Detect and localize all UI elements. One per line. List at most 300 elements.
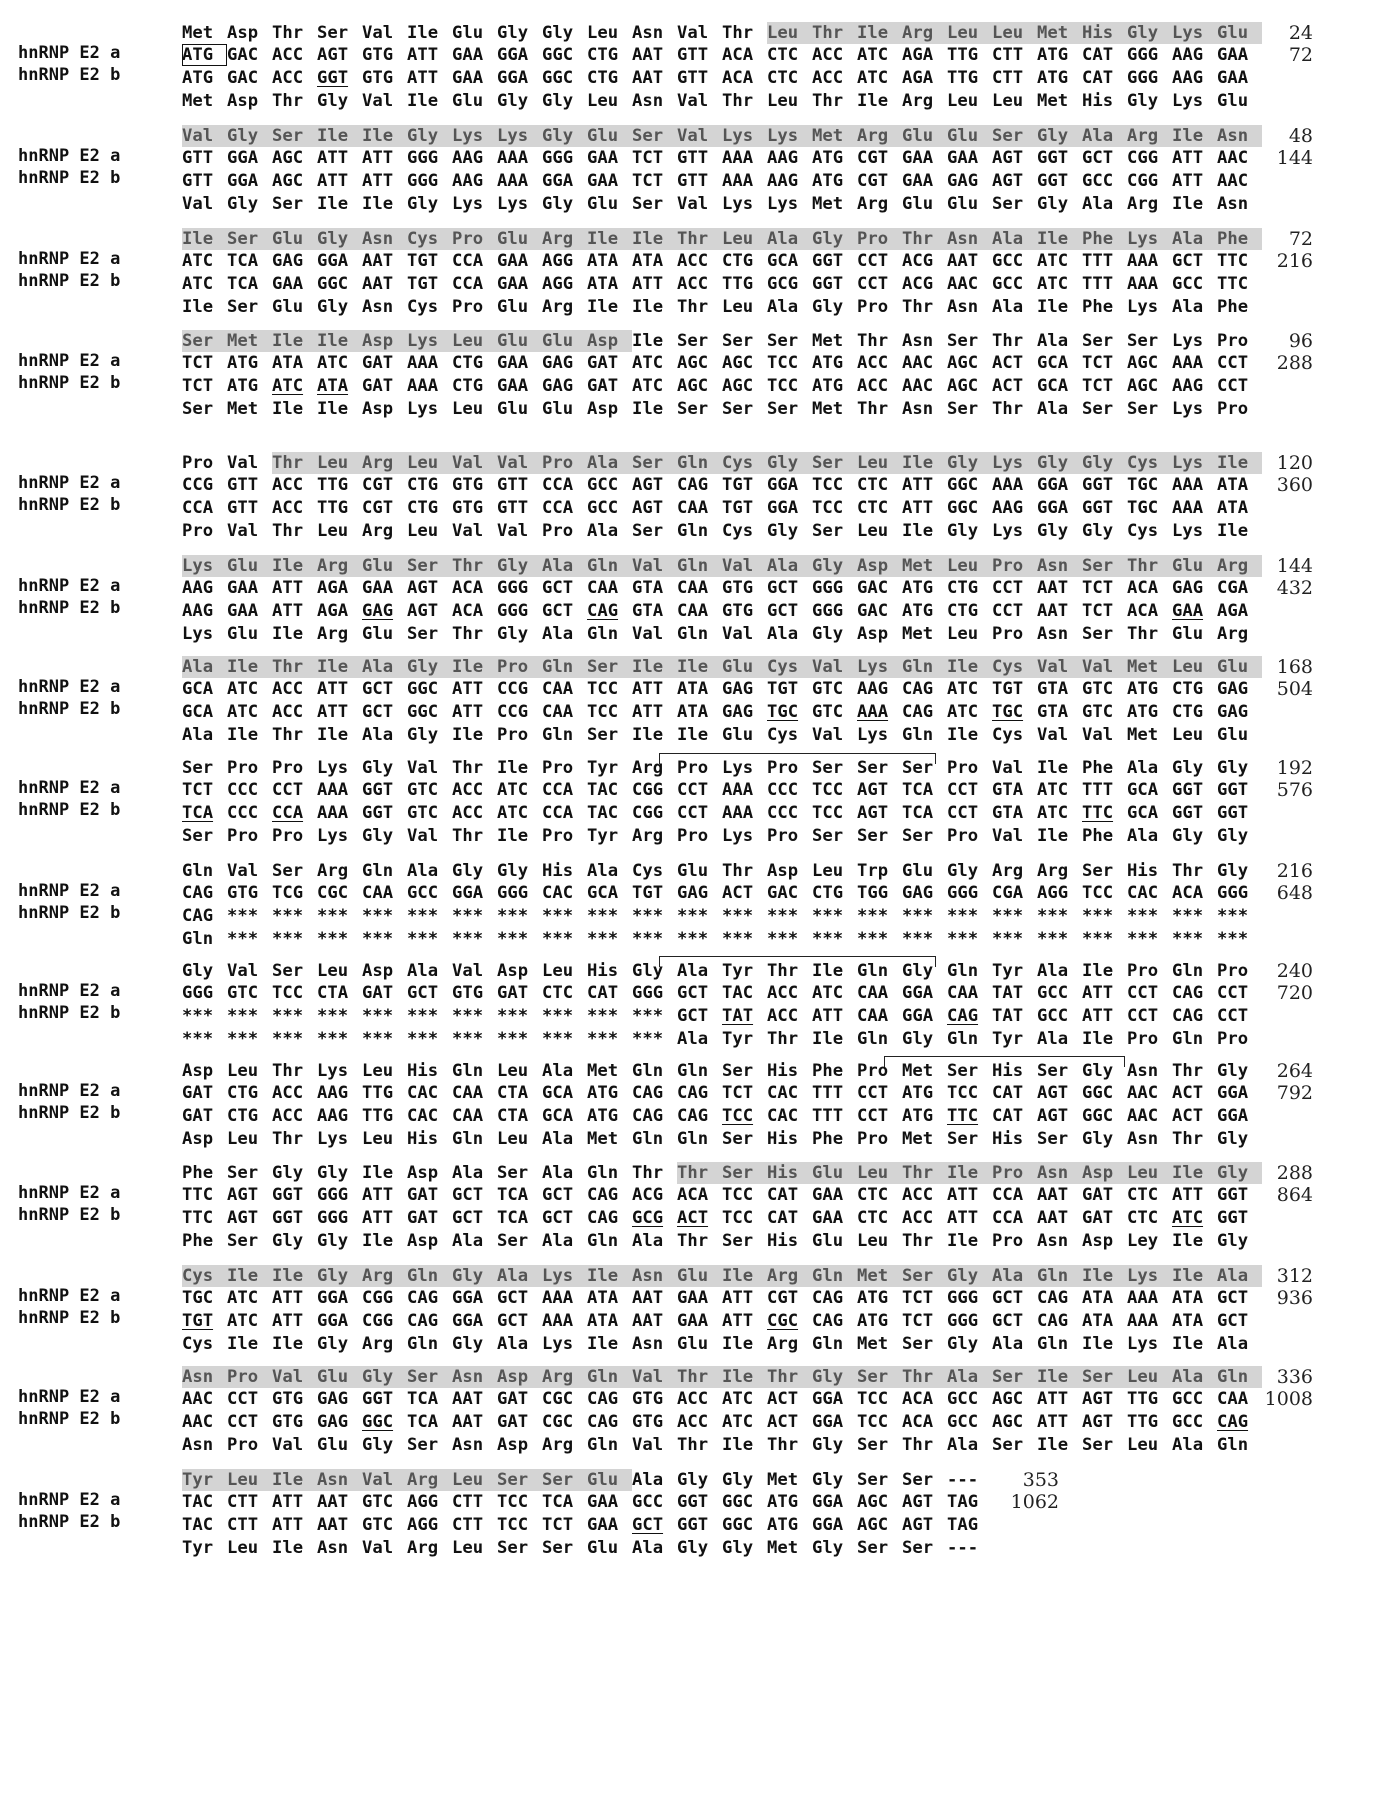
amino-acid: Cys (1127, 521, 1159, 541)
alignment-block (0, 555, 1381, 653)
codon: AGT (1082, 1389, 1114, 1409)
amino-acid: *** (452, 929, 484, 949)
codon: AGC (857, 1492, 889, 1512)
amino-acid: Lys (317, 1061, 349, 1081)
codon: AGT (1082, 1412, 1114, 1432)
amino-acid: Ser (407, 624, 439, 644)
amino-acid: Ser (722, 1061, 754, 1081)
amino-acid: Ile (227, 1334, 259, 1354)
amino-acid: Gly (902, 1029, 934, 1049)
codon: AAT (362, 251, 394, 271)
codon: TTC (947, 1106, 979, 1126)
amino-acid: Thr (812, 22, 857, 44)
amino-acid: Ser (182, 826, 214, 846)
amino-acid: Ile (1217, 521, 1249, 541)
amino-acid: Phe (1217, 228, 1262, 250)
amino-acid: Gly (317, 1231, 349, 1251)
codon: ATT (1172, 1185, 1204, 1205)
codon: AGT (407, 601, 439, 621)
codon: TCT (902, 1288, 934, 1308)
amino-acid: Ser (992, 125, 1037, 147)
amino-acid: Ser (947, 331, 979, 351)
amino-acid: Ser (227, 297, 259, 317)
amino-acid: His (407, 1061, 439, 1081)
amino-acid: Gly (497, 624, 529, 644)
amino-acid: Thr (677, 297, 709, 317)
amino-acid: Cys (767, 725, 799, 745)
codon: ACC (767, 983, 799, 1003)
amino-acid: Gly (452, 1334, 484, 1354)
codon: ATT (407, 68, 439, 88)
alignment-block (0, 452, 1381, 550)
amino-acid: Ser (947, 1129, 979, 1149)
codon: GGT (1217, 1208, 1249, 1228)
nucleotide-row-b (182, 1310, 1262, 1332)
amino-acid: *** (632, 1029, 664, 1049)
amino-acid: Tyr (587, 758, 619, 778)
amino-acid: Met (857, 1334, 889, 1354)
amino-acid: Ser (1082, 399, 1114, 419)
amino-acid: Gln (1217, 1366, 1262, 1388)
amino-acid: Pro (1127, 1029, 1159, 1049)
codon: GCC (587, 475, 619, 495)
amino-acid: Glu (542, 399, 574, 419)
codon: GAG (902, 883, 934, 903)
nucleotide-position: 504 (1276, 678, 1313, 700)
amino-acid: *** (497, 1029, 529, 1049)
amino-acid: Gly (1217, 1231, 1249, 1251)
codon: CCG (497, 679, 529, 699)
codon: GCT (992, 1311, 1024, 1331)
codon: GTG (632, 1389, 664, 1409)
codon: AAC (1217, 148, 1249, 168)
amino-acid: Cys (992, 656, 1037, 678)
codon: GTA (992, 803, 1024, 823)
codon: ACT (722, 883, 754, 903)
amino-acid: Ile (1037, 1435, 1069, 1455)
amino-acid: Gly (722, 1538, 754, 1558)
amino-acid: Ser (1037, 1129, 1069, 1149)
amino-acid: Leu (407, 452, 452, 474)
nucleotide-row-b (182, 1514, 992, 1536)
codon: CCT (1217, 353, 1249, 373)
codon: TTG (317, 475, 349, 495)
amino-acid: Ser (722, 399, 754, 419)
protein-row-a (182, 1265, 1262, 1287)
amino-acid: Gln (587, 1231, 619, 1251)
codon: TGT (992, 679, 1024, 699)
codon: CAA (677, 498, 709, 518)
codon: ACA (1127, 578, 1159, 598)
nucleotide-row-b (182, 802, 1262, 824)
sequence-label-a: hnRNP E2 a (18, 351, 121, 371)
amino-acid: Arg (857, 125, 902, 147)
amino-acid: Ser (632, 452, 677, 474)
codon: *** (1217, 906, 1249, 926)
codon: ATC (632, 353, 664, 373)
amino-acid: Asp (587, 399, 619, 419)
amino-acid: Ala (542, 1163, 574, 1183)
codon: GAC (857, 578, 889, 598)
sequence-label-a: hnRNP E2 a (18, 249, 121, 269)
amino-acid: Ile (1172, 1265, 1217, 1287)
amino-acid: Pro (227, 758, 259, 778)
sequence-label-b: hnRNP E2 b (18, 271, 121, 291)
amino-acid: Asp (1082, 1231, 1114, 1251)
amino-acid: Glu (677, 861, 709, 881)
codon: ACC (677, 274, 709, 294)
codon: CTG (227, 1106, 259, 1126)
codon: GTG (452, 983, 484, 1003)
amino-acid: Leu (362, 1061, 394, 1081)
codon: ATA (677, 702, 709, 722)
amino-acid: Met (587, 1129, 619, 1149)
nucleotide-row-b (182, 600, 1262, 622)
amino-acid: Thr (677, 228, 722, 250)
codon: ATC (182, 274, 214, 294)
amino-acid: Ser (677, 399, 709, 419)
amino-acid: Thr (812, 91, 844, 111)
amino-acid: Lys (992, 521, 1024, 541)
amino-acid: Ile (677, 656, 722, 678)
amino-acid: Met (1037, 22, 1082, 44)
amino-acid: Ser (722, 1129, 754, 1149)
amino-acid: Val (632, 1366, 677, 1388)
codon: AAC (182, 1389, 214, 1409)
nucleotide-row-a (182, 147, 1262, 169)
codon: GCT (542, 578, 574, 598)
codon: GTT (677, 68, 709, 88)
codon: GGT (1037, 148, 1069, 168)
amino-acid: Ile (1172, 1231, 1204, 1251)
codon: CCA (452, 251, 484, 271)
codon: CAA (677, 578, 709, 598)
amino-acid: Gly (1217, 861, 1249, 881)
codon: AAA (1172, 475, 1204, 495)
amino-acid: Gln (542, 656, 587, 678)
sequence-label-b: hnRNP E2 b (18, 598, 121, 618)
codon: GGC (947, 498, 979, 518)
amino-acid: Thr (272, 725, 304, 745)
amino-acid: Gly (677, 1538, 709, 1558)
protein-row-a (182, 656, 1262, 678)
amino-acid: Asp (362, 961, 394, 981)
codon: TCC (497, 1515, 529, 1535)
amino-acid: Thr (632, 1163, 664, 1183)
codon: GCC (947, 1412, 979, 1432)
amino-acid: Tyr (182, 1538, 214, 1558)
amino-acid: Ala (767, 297, 799, 317)
codon: CTT (992, 45, 1024, 65)
codon: CTG (947, 601, 979, 621)
codon: *** (452, 1006, 484, 1026)
amino-acid: Asp (857, 624, 889, 644)
codon: CAG (1037, 1311, 1069, 1331)
protein-row-b (182, 520, 1262, 542)
codon: AAA (722, 148, 754, 168)
codon: CAA (857, 983, 889, 1003)
amino-acid: Gln (1172, 1029, 1204, 1049)
nucleotide-row-b (182, 905, 1262, 927)
amino-acid: Gly (812, 1470, 844, 1490)
codon: TCC (587, 702, 619, 722)
amino-acid: Gln (902, 725, 934, 745)
amino-acid: Thr (902, 1162, 947, 1184)
codon: AAT (632, 68, 664, 88)
amino-acid: Asp (497, 961, 529, 981)
codon: TAC (182, 1515, 214, 1535)
amino-acid: Thr (902, 297, 934, 317)
codon: *** (227, 906, 259, 926)
amino-acid: Ile (587, 228, 632, 250)
codon: ATT (1082, 983, 1114, 1003)
codon: CTG (452, 376, 484, 396)
amino-acid: Thr (992, 399, 1024, 419)
amino-acid: Leu (542, 961, 574, 981)
codon: ATT (902, 475, 934, 495)
amino-acid: Ile (452, 725, 484, 745)
amino-acid: Gly (1082, 521, 1114, 541)
codon: AAA (1127, 1311, 1159, 1331)
codon: *** (362, 1006, 394, 1026)
amino-acid: Thr (452, 555, 497, 577)
codon: CAA (452, 1106, 484, 1126)
codon: ACA (902, 1389, 934, 1409)
codon: CTA (317, 983, 349, 1003)
amino-acid: Leu (947, 91, 979, 111)
amino-acid: Asp (362, 399, 394, 419)
codon: TGT (767, 679, 799, 699)
codon: GCT (497, 1311, 529, 1331)
nucleotide-row-b (182, 170, 1262, 192)
codon: CCA (542, 475, 574, 495)
amino-acid: Ala (767, 624, 799, 644)
codon: AAG (1172, 68, 1204, 88)
codon: AAT (317, 1492, 349, 1512)
amino-acid: Gln (677, 521, 709, 541)
codon: GAT (362, 983, 394, 1003)
codon: TGC (767, 702, 799, 722)
amino-acid: Ile (947, 1162, 992, 1184)
codon: CAC (767, 1106, 799, 1126)
amino-acid: Asn (182, 1366, 227, 1388)
codon: ACC (677, 251, 709, 271)
amino-acid: Pro (542, 826, 574, 846)
codon: GCC (1172, 1412, 1204, 1432)
codon: *** (857, 906, 889, 926)
codon: TTG (362, 1106, 394, 1126)
codon: AGC (947, 353, 979, 373)
protein-row-a (182, 1162, 1262, 1184)
amino-acid: Arg (407, 1469, 452, 1491)
amino-acid: Arg (857, 194, 889, 214)
amino-acid: Tyr (182, 1469, 227, 1491)
codon: TTG (317, 498, 349, 518)
codon: ATT (902, 498, 934, 518)
amino-acid: Ala (1037, 1029, 1069, 1049)
codon: GGG (1217, 883, 1249, 903)
amino-acid: Val (362, 1538, 394, 1558)
amino-acid: Thr (677, 1231, 709, 1251)
codon: CTG (1172, 679, 1204, 699)
codon: ATT (272, 1515, 304, 1535)
amino-acid: Val (1037, 656, 1082, 678)
amino-acid: Ala (1172, 228, 1217, 250)
amino-acid: Ala (1127, 826, 1159, 846)
amino-acid: Pro (1217, 1029, 1249, 1049)
codon: GGG (542, 148, 574, 168)
codon: AAG (1172, 45, 1204, 65)
amino-acid: Gln (1037, 1334, 1069, 1354)
codon: ACG (902, 274, 934, 294)
codon: *** (272, 906, 304, 926)
codon: GCT (767, 578, 799, 598)
amino-acid: Ile (362, 1231, 394, 1251)
amino-acid: Ser (497, 1163, 529, 1183)
amino-acid: Val (272, 1366, 317, 1388)
amino-acid: Ala (1037, 331, 1069, 351)
codon: CCT (227, 1412, 259, 1432)
codon: TCA (542, 1492, 574, 1512)
amino-acid: Gly (542, 125, 587, 147)
amino-acid: Ile (362, 1163, 394, 1183)
amino-acid: *** (1172, 929, 1204, 949)
codon: AGG (542, 251, 574, 271)
nucleotide-position: 360 (1276, 474, 1313, 496)
protein-row-b (182, 398, 1262, 420)
amino-acid: Phe (1082, 228, 1127, 250)
amino-acid: Lys (1172, 452, 1217, 474)
amino-acid: Ile (317, 125, 362, 147)
amino-acid: Lys (1172, 91, 1204, 111)
codon: CAA (542, 702, 574, 722)
codon: CCT (677, 780, 709, 800)
amino-acid: Ile (317, 725, 349, 745)
protein-row-b (182, 724, 1262, 746)
codon: ATT (722, 1311, 754, 1331)
amino-acid: *** (632, 929, 664, 949)
amino-acid: Ile (407, 91, 439, 111)
amino-acid: His (767, 1231, 799, 1251)
codon: *** (947, 906, 979, 926)
amino-acid: Val (362, 1469, 407, 1491)
codon: AAT (1037, 578, 1069, 598)
codon: TCG (272, 883, 304, 903)
codon: ATC (272, 376, 304, 396)
codon: GTA (1037, 679, 1069, 699)
codon: GAA (227, 578, 259, 598)
amino-acid: Gly (632, 961, 664, 981)
amino-acid: Ser (1082, 555, 1127, 577)
codon: GCT (677, 1006, 709, 1026)
codon: ATT (947, 1185, 979, 1205)
amino-acid: Gln (677, 452, 722, 474)
alignment-block (0, 1366, 1381, 1464)
nucleotide-row-a (182, 982, 1262, 1004)
codon: AGT (902, 1492, 934, 1512)
amino-acid: *** (1217, 929, 1249, 949)
codon: CTC (857, 475, 889, 495)
codon: ATG (902, 1083, 934, 1103)
amino-acid-position: 240 (1276, 960, 1313, 982)
amino-acid: Thr (272, 1129, 304, 1149)
codon: TGC (1127, 498, 1159, 518)
amino-acid: Pro (857, 1061, 889, 1081)
codon: CTG (947, 578, 979, 598)
codon: CAG (1037, 1288, 1069, 1308)
codon: TCC (497, 1492, 529, 1512)
amino-acid: Ile (632, 228, 677, 250)
amino-acid: Ala (1172, 1435, 1204, 1455)
codon: AAA (497, 148, 529, 168)
codon: AGC (272, 171, 304, 191)
codon: CGT (857, 148, 889, 168)
codon: CCA (272, 803, 304, 823)
amino-acid: Thr (1127, 624, 1159, 644)
codon: CAT (767, 1208, 799, 1228)
amino-acid: Met (767, 1538, 799, 1558)
codon: GTT (677, 45, 709, 65)
codon: TTC (182, 1208, 214, 1228)
codon: GTC (362, 1515, 394, 1535)
amino-acid: *** (677, 929, 709, 949)
amino-acid: Lys (767, 125, 812, 147)
amino-acid: Gln (407, 1334, 439, 1354)
codon: TCA (227, 251, 259, 271)
amino-acid: Ser (722, 331, 754, 351)
amino-acid: Leu (947, 624, 979, 644)
codon: ATG (767, 1515, 799, 1535)
codon: ATC (857, 45, 889, 65)
codon: GCA (1037, 376, 1069, 396)
amino-acid: Ile (317, 194, 349, 214)
amino-acid: Thr (902, 1435, 934, 1455)
nucleotide-row-a (182, 352, 1262, 374)
codon: AGA (902, 68, 934, 88)
codon: ACA (677, 1185, 709, 1205)
amino-acid: Ala (632, 1538, 664, 1558)
amino-acid: Ala (542, 624, 574, 644)
amino-acid: Met (767, 1470, 799, 1490)
amino-acid: Gly (947, 452, 992, 474)
codon: ATC (1037, 780, 1069, 800)
amino-acid: Ser (902, 826, 934, 846)
codon: GTC (407, 803, 439, 823)
codon: TTG (1127, 1412, 1159, 1432)
nucleotide-position: 720 (1276, 982, 1313, 1004)
amino-acid: His (767, 1129, 799, 1149)
codon: CCT (677, 803, 709, 823)
amino-acid: Ile (812, 1029, 844, 1049)
amino-acid: Gly (542, 194, 574, 214)
codon: CAG (587, 1389, 619, 1409)
codon: GAT (497, 983, 529, 1003)
amino-acid: Ile (1172, 1162, 1217, 1184)
codon: CCA (992, 1185, 1024, 1205)
amino-acid: Ile (1172, 125, 1217, 147)
protein-row-a (182, 555, 1262, 577)
codon: TCA (902, 780, 934, 800)
codon: ATG (812, 148, 844, 168)
codon: ATA (587, 1311, 619, 1331)
codon: ATT (407, 45, 439, 65)
amino-acid: Asn (317, 1469, 362, 1491)
codon: GAT (182, 1106, 214, 1126)
amino-acid: Thr (902, 1231, 934, 1251)
codon: ATC (812, 983, 844, 1003)
codon: CCC (227, 803, 259, 823)
amino-acid: Thr (857, 399, 889, 419)
